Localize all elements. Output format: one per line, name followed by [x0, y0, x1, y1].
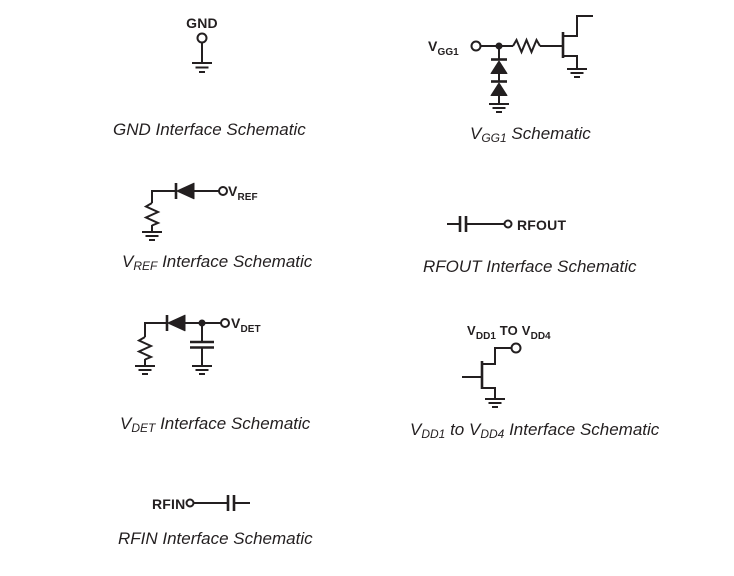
terminal-circle: [187, 500, 194, 507]
vdet-pin-label: $V_{DET}$: [231, 315, 261, 335]
gnd-caption: GND Interface Schematic: [113, 120, 306, 139]
rfout-pin-label: RFOUT: [517, 217, 567, 233]
vdet-caption: VDET Interface Schematic: [120, 414, 311, 435]
ground-symbol: [142, 232, 162, 240]
terminal-circle: [512, 344, 521, 353]
vdd-schematic: [405, 318, 660, 443]
vdd-caption: VDD1 to VDD4 Interface Schematic: [410, 420, 660, 441]
rfin-schematic: [110, 488, 320, 558]
terminal-circle: [198, 34, 207, 43]
ground-symbol: [135, 366, 155, 374]
diode-symbol: [167, 315, 185, 331]
ground-symbol: [485, 399, 505, 407]
terminal-circle: [221, 319, 229, 327]
vdd-pin-label: $V_{DD1}$ TO $V_{DD4}$: [467, 323, 551, 342]
ground-symbol: [192, 63, 212, 72]
rfin-caption: RFIN Interface Schematic: [118, 529, 313, 548]
gnd-schematic: [100, 12, 310, 142]
fet-symbol: [562, 16, 593, 69]
capacitor-symbol: [190, 342, 214, 348]
vgg1-caption: VGG1 Schematic: [470, 124, 591, 145]
ground-symbol: [567, 69, 587, 77]
vgg1-schematic: [425, 10, 625, 150]
capacitor-symbol: [228, 495, 234, 511]
vgg1-pin-label: $V_{GG1}$: [428, 38, 459, 58]
gnd-pin-label-text: GND: [186, 15, 218, 31]
terminal-circle: [472, 42, 481, 51]
ground-symbol: [192, 366, 212, 374]
resistor-symbol: [139, 337, 151, 360]
fet-symbol: [462, 347, 512, 399]
rfout-schematic: [420, 205, 650, 280]
ground-symbol: [489, 104, 509, 112]
rfin-pin-label: RFIN: [152, 496, 186, 512]
resistor-symbol: [513, 40, 540, 52]
vdet-schematic: [115, 305, 325, 435]
vref-caption: VREF Interface Schematic: [122, 252, 313, 273]
resistor-symbol: [146, 203, 158, 226]
terminal-circle: [505, 221, 512, 228]
diode-symbol: [491, 60, 507, 74]
capacitor-symbol: [460, 216, 466, 232]
rfout-caption: RFOUT Interface Schematic: [423, 257, 637, 276]
vref-pin-label: $V_{REF}$: [228, 183, 258, 203]
vref-schematic: [115, 180, 315, 275]
terminal-circle: [219, 187, 227, 195]
diode-symbol: [176, 183, 194, 199]
diode-symbol: [491, 82, 507, 96]
